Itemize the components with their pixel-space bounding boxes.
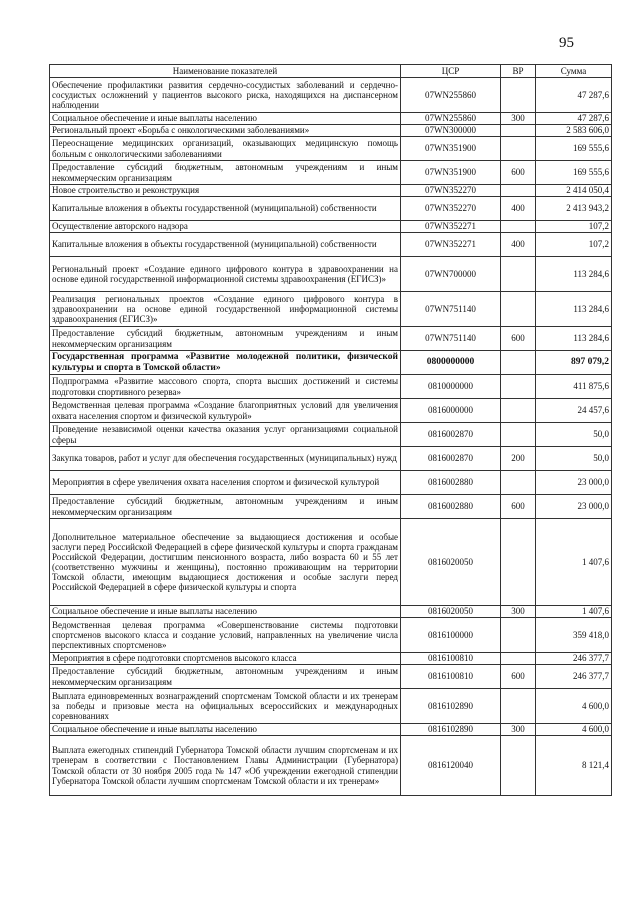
cell-vr xyxy=(501,736,536,796)
table-row xyxy=(50,519,612,606)
cell-sum: 411 875,6 xyxy=(536,375,612,399)
cell-vr xyxy=(501,689,536,724)
table-row xyxy=(50,423,612,447)
cell-name: Капитальные вложения в объекты государственной (муниципальной) собственности xyxy=(50,197,401,221)
cell-name: Подпрограмма «Развитие массового спорта, спорта высших достижений и системы подготовки спортивного резерва» xyxy=(50,375,401,399)
cell-name: Социальное обеспечение и иные выплаты населению xyxy=(50,724,401,736)
cell-sum: 113 284,6 xyxy=(536,327,612,351)
cell-sum: 107,2 xyxy=(536,233,612,257)
cell-sum: 24 457,6 xyxy=(536,399,612,423)
table-row xyxy=(50,399,612,423)
page-number: 95 xyxy=(559,35,574,51)
cell-code: 0816102890 xyxy=(401,724,501,736)
cell-vr xyxy=(501,292,536,327)
cell-vr xyxy=(501,653,536,665)
cell-name: Мероприятия в сфере подготовки спортсменов высокого класса xyxy=(50,653,401,665)
cell-code: 0816100810 xyxy=(401,653,501,665)
cell-vr xyxy=(501,519,536,606)
cell-sum: 2 414 050,4 xyxy=(536,185,612,197)
cell-vr: 600 xyxy=(501,495,536,519)
cell-name: Дополнительное материальное обеспечение за выдающиеся достижения и особые заслуги перед Российской Федерацией в сфере физической культуры и спорта гражданам Российской Федерации, достигшим пенсионного возраста, либо возраста 60 и 55 лет (соответственно мужчины и женщины), постоянно проживающим на территории Томской области, имеющим выдающиеся достижения и особые заслуги перед Российской Федерацией в сфере физической культуры и спорта xyxy=(50,519,401,606)
cell-name: Государственная программа «Развитие молодежной политики, физической культуры и спорта в Томской области» xyxy=(50,351,401,375)
cell-vr xyxy=(501,137,536,161)
cell-code: 07WN352270 xyxy=(401,185,501,197)
cell-sum: 23 000,0 xyxy=(536,471,612,495)
table-row xyxy=(50,137,612,161)
cell-sum: 8 121,4 xyxy=(536,736,612,796)
cell-code: 0816002870 xyxy=(401,423,501,447)
table-row xyxy=(50,327,612,351)
cell-sum: 246 377,7 xyxy=(536,653,612,665)
table-row xyxy=(50,113,612,125)
cell-code: 07WN700000 xyxy=(401,257,501,292)
table-row xyxy=(50,606,612,618)
cell-sum: 113 284,6 xyxy=(536,292,612,327)
table-row xyxy=(50,78,612,113)
table-body xyxy=(50,78,612,796)
cell-vr xyxy=(501,78,536,113)
cell-sum: 169 555,6 xyxy=(536,161,612,185)
cell-vr: 300 xyxy=(501,113,536,125)
cell-sum: 1 407,6 xyxy=(536,519,612,606)
cell-code: 0816002880 xyxy=(401,471,501,495)
cell-name: Обеспечение профилактики развития сердечно-сосудистых заболеваний и сердечно-сосудистых осложнений у пациентов высокого риска, находящихся на диспансерном наблюдении xyxy=(50,78,401,113)
header-code: ЦСР xyxy=(401,65,501,78)
table-row xyxy=(50,221,612,233)
cell-sum: 47 287,6 xyxy=(536,113,612,125)
cell-name: Социальное обеспечение и иные выплаты населению xyxy=(50,113,401,125)
cell-sum: 4 600,0 xyxy=(536,689,612,724)
cell-code: 0810000000 xyxy=(401,375,501,399)
cell-name: Региональный проект «Борьба с онкологическими заболеваниями» xyxy=(50,125,401,137)
header-sum: Сумма xyxy=(536,65,612,78)
cell-sum: 246 377,7 xyxy=(536,665,612,689)
cell-name: Мероприятия в сфере увеличения охвата населения спортом и физической культурой xyxy=(50,471,401,495)
header-vr: ВР xyxy=(501,65,536,78)
cell-sum: 50,0 xyxy=(536,447,612,471)
cell-code: 0816020050 xyxy=(401,606,501,618)
cell-name: Предоставление субсидий бюджетным, автономным учреждениям и иным некоммерческим организациям xyxy=(50,327,401,351)
header-name: Наименование показателей xyxy=(50,65,401,78)
cell-sum: 2 583 606,0 xyxy=(536,125,612,137)
cell-sum: 1 407,6 xyxy=(536,606,612,618)
cell-vr: 600 xyxy=(501,161,536,185)
cell-code: 0816002870 xyxy=(401,447,501,471)
cell-code: 07WN255860 xyxy=(401,113,501,125)
cell-name: Закупка товаров, работ и услуг для обеспечения государственных (муниципальных) нужд xyxy=(50,447,401,471)
cell-sum: 2 413 943,2 xyxy=(536,197,612,221)
table-row xyxy=(50,125,612,137)
cell-vr xyxy=(501,618,536,653)
cell-vr: 300 xyxy=(501,724,536,736)
cell-vr: 600 xyxy=(501,327,536,351)
cell-code: 07WN751140 xyxy=(401,292,501,327)
cell-code: 0816100000 xyxy=(401,618,501,653)
cell-vr xyxy=(501,351,536,375)
cell-vr: 600 xyxy=(501,665,536,689)
table-row xyxy=(50,471,612,495)
table-row xyxy=(50,375,612,399)
cell-sum: 47 287,6 xyxy=(536,78,612,113)
cell-name: Выплата единовременных вознаграждений спортсменам Томской области и их тренерам за победы и призовые места на официальных всероссийских и международных соревнованиях xyxy=(50,689,401,724)
table-row xyxy=(50,665,612,689)
cell-code: 07WN352271 xyxy=(401,233,501,257)
cell-name: Социальное обеспечение и иные выплаты населению xyxy=(50,606,401,618)
table-row xyxy=(50,185,612,197)
cell-vr xyxy=(501,125,536,137)
cell-name: Капитальные вложения в объекты государственной (муниципальной) собственности xyxy=(50,233,401,257)
cell-code: 0816020050 xyxy=(401,519,501,606)
cell-name: Региональный проект «Создание единого цифрового контура в здравоохранении на основе единой государственной информационной системы здравоохранения (ЕГИСЗ)» xyxy=(50,257,401,292)
table-row xyxy=(50,447,612,471)
table-row xyxy=(50,724,612,736)
cell-name: Предоставление субсидий бюджетным, автономным учреждениям и иным некоммерческим организациям xyxy=(50,665,401,689)
cell-vr: 400 xyxy=(501,233,536,257)
table-row xyxy=(50,161,612,185)
cell-code: 07WN351900 xyxy=(401,137,501,161)
cell-sum: 4 600,0 xyxy=(536,724,612,736)
cell-name: Ведомственная целевая программа «Создание благоприятных условий для увеличения охвата населения спортом и физической культурой» xyxy=(50,399,401,423)
cell-vr xyxy=(501,423,536,447)
cell-sum: 50,0 xyxy=(536,423,612,447)
cell-name: Выплата ежегодных стипендий Губернатора Томской области лучшим спортсменам и их тренерам в соответствии с Постановлением Главы Администрации (Губернатора) Томской области от 30 ноября 2005 года № 147 «Об учреждении ежегодной стипендии Губернатора Томской области лучшим спортсменам Томской области и их тренерам» xyxy=(50,736,401,796)
table-header-row xyxy=(50,65,612,78)
cell-vr xyxy=(501,221,536,233)
table-row xyxy=(50,653,612,665)
table-row xyxy=(50,233,612,257)
table-row xyxy=(50,292,612,327)
cell-code: 07WN255860 xyxy=(401,78,501,113)
budget-table xyxy=(49,64,612,796)
cell-name: Предоставление субсидий бюджетным, автономным учреждениям и иным некоммерческим организациям xyxy=(50,495,401,519)
table-row xyxy=(50,257,612,292)
cell-name: Предоставление субсидий бюджетным, автономным учреждениям и иным некоммерческим организациям xyxy=(50,161,401,185)
cell-name: Реализация региональных проектов «Создание единого цифрового контура в здравоохранении на основе единой государственной информационной системы здравоохранения (ЕГИСЗ)» xyxy=(50,292,401,327)
table-row xyxy=(50,351,612,375)
table-row xyxy=(50,736,612,796)
cell-vr xyxy=(501,471,536,495)
cell-name: Ведомственная целевая программа «Совершенствование системы подготовки спортсменов высокого класса и создание условий, направленных на увеличение числа перспективных спортсменов» xyxy=(50,618,401,653)
cell-code: 07WN351900 xyxy=(401,161,501,185)
cell-code: 0800000000 xyxy=(401,351,501,375)
cell-vr xyxy=(501,375,536,399)
cell-code: 0816120040 xyxy=(401,736,501,796)
cell-name: Новое строительство и реконструкция xyxy=(50,185,401,197)
table-row xyxy=(50,495,612,519)
table-row xyxy=(50,618,612,653)
cell-vr xyxy=(501,185,536,197)
cell-sum: 169 555,6 xyxy=(536,137,612,161)
table-row xyxy=(50,197,612,221)
cell-vr: 300 xyxy=(501,606,536,618)
cell-vr xyxy=(501,399,536,423)
cell-name: Проведение независимой оценки качества оказания услуг организациями социальной сферы xyxy=(50,423,401,447)
cell-code: 07WN751140 xyxy=(401,327,501,351)
cell-name: Осуществление авторского надзора xyxy=(50,221,401,233)
cell-vr: 200 xyxy=(501,447,536,471)
cell-sum: 113 284,6 xyxy=(536,257,612,292)
cell-vr: 400 xyxy=(501,197,536,221)
cell-code: 0816002880 xyxy=(401,495,501,519)
cell-code: 0816100810 xyxy=(401,665,501,689)
cell-code: 07WN352270 xyxy=(401,197,501,221)
table-row xyxy=(50,689,612,724)
cell-code: 0816000000 xyxy=(401,399,501,423)
cell-name: Переоснащение медицинских организаций, оказывающих медицинскую помощь больным с онкологическими заболеваниями xyxy=(50,137,401,161)
cell-code: 0816102890 xyxy=(401,689,501,724)
cell-sum: 23 000,0 xyxy=(536,495,612,519)
cell-sum: 897 079,2 xyxy=(536,351,612,375)
cell-code: 07WN352271 xyxy=(401,221,501,233)
cell-sum: 359 418,0 xyxy=(536,618,612,653)
cell-code: 07WN300000 xyxy=(401,125,501,137)
cell-vr xyxy=(501,257,536,292)
cell-sum: 107,2 xyxy=(536,221,612,233)
